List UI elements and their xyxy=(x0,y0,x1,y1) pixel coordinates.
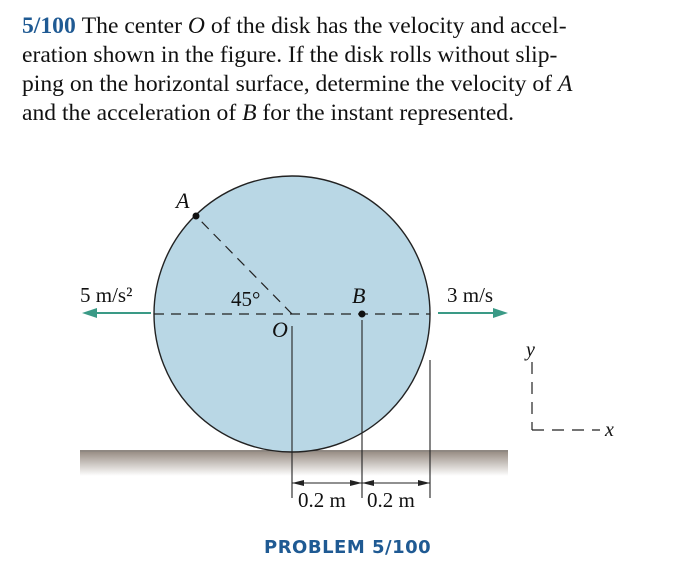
dimension-label-1: 0.2 m xyxy=(298,488,346,512)
angle-label: 45° xyxy=(231,287,261,311)
dimension-label-2: 0.2 m xyxy=(367,488,415,512)
problem-text-1b: of the disk has the velocity and accel- xyxy=(210,13,567,39)
acceleration-label: 5 m/s² xyxy=(80,283,133,307)
velocity-arrowhead xyxy=(493,308,508,318)
axis-x-label: x xyxy=(605,419,614,441)
problem-symbol-a: A xyxy=(557,71,573,97)
point-b-label: B xyxy=(352,283,366,308)
dim-arrowhead-1 xyxy=(292,480,304,486)
point-o-label: O xyxy=(272,317,288,342)
problem-text-4a: and the acceleration of xyxy=(22,100,237,126)
dim-arrowhead-3 xyxy=(362,480,374,486)
problem-text-1: The center xyxy=(81,13,182,39)
problem-text-2: eration shown in the figure. If the disk rolls without slip- xyxy=(22,42,558,68)
dim-arrowhead-4 xyxy=(418,480,430,486)
problem-caption: PROBLEM 5/100 xyxy=(264,537,432,558)
point-a-dot xyxy=(193,213,200,220)
problem-text-4b: for the instant represented. xyxy=(262,100,514,126)
point-b-dot xyxy=(359,311,366,318)
acceleration-arrowhead xyxy=(82,308,97,318)
problem-number: 5/100 xyxy=(22,13,76,39)
velocity-label: 3 m/s xyxy=(447,283,494,307)
axis-y-label: y xyxy=(526,339,535,361)
problem-symbol-o: O xyxy=(187,13,205,39)
ground-shading xyxy=(80,452,508,476)
problem-symbol-b: B xyxy=(242,100,257,126)
point-a-label: A xyxy=(176,188,190,213)
dim-arrowhead-2 xyxy=(350,480,362,486)
problem-text-3: ping on the horizontal surface, determine the velocity of xyxy=(22,71,553,97)
